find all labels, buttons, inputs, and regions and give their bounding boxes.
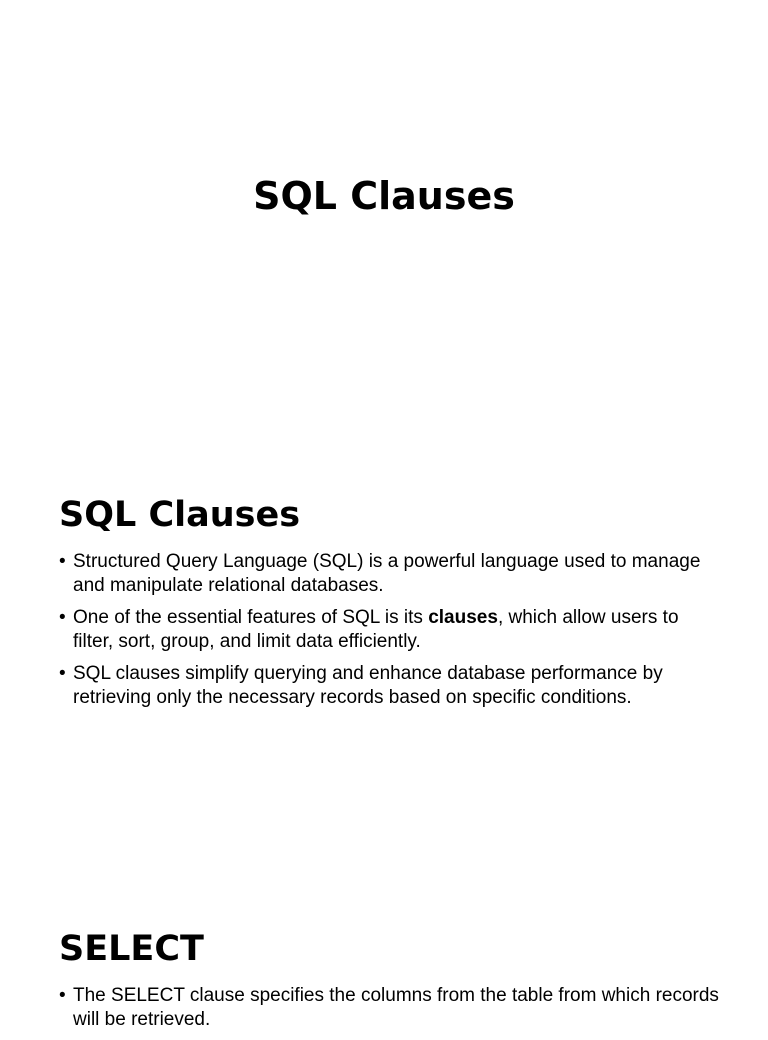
select-bullet-list	[59, 984, 719, 1040]
bullet-text: , which allow users to filter, sort, group, and limit data efficiently.	[73, 607, 679, 652]
main-title: SQL Clauses	[253, 174, 515, 218]
bullet-item	[59, 984, 719, 1032]
bullet-text: One of the essential features of SQL is its	[73, 607, 429, 628]
section-heading-sql-clauses: SQL Clauses	[59, 495, 301, 535]
sql-clauses-bullet-list	[59, 550, 719, 718]
bullet-item	[59, 606, 719, 654]
section-heading-select: SELECT	[59, 929, 204, 969]
title-slide	[0, 0, 768, 384]
bullet-text: SQL clauses simplify querying and enhance database performance by retrieving only the necessary records based on specific conditions.	[73, 663, 663, 708]
bullet-item	[59, 550, 719, 598]
bullet-item	[59, 662, 719, 710]
bullet-text: The SELECT clause specifies the columns from the table from which records will be retrieved.	[73, 985, 719, 1030]
bullet-text: Structured Query Language (SQL) is a powerful language used to manage and manipulate relational databases.	[73, 551, 701, 596]
bullet-bold-text: clauses	[428, 607, 498, 628]
